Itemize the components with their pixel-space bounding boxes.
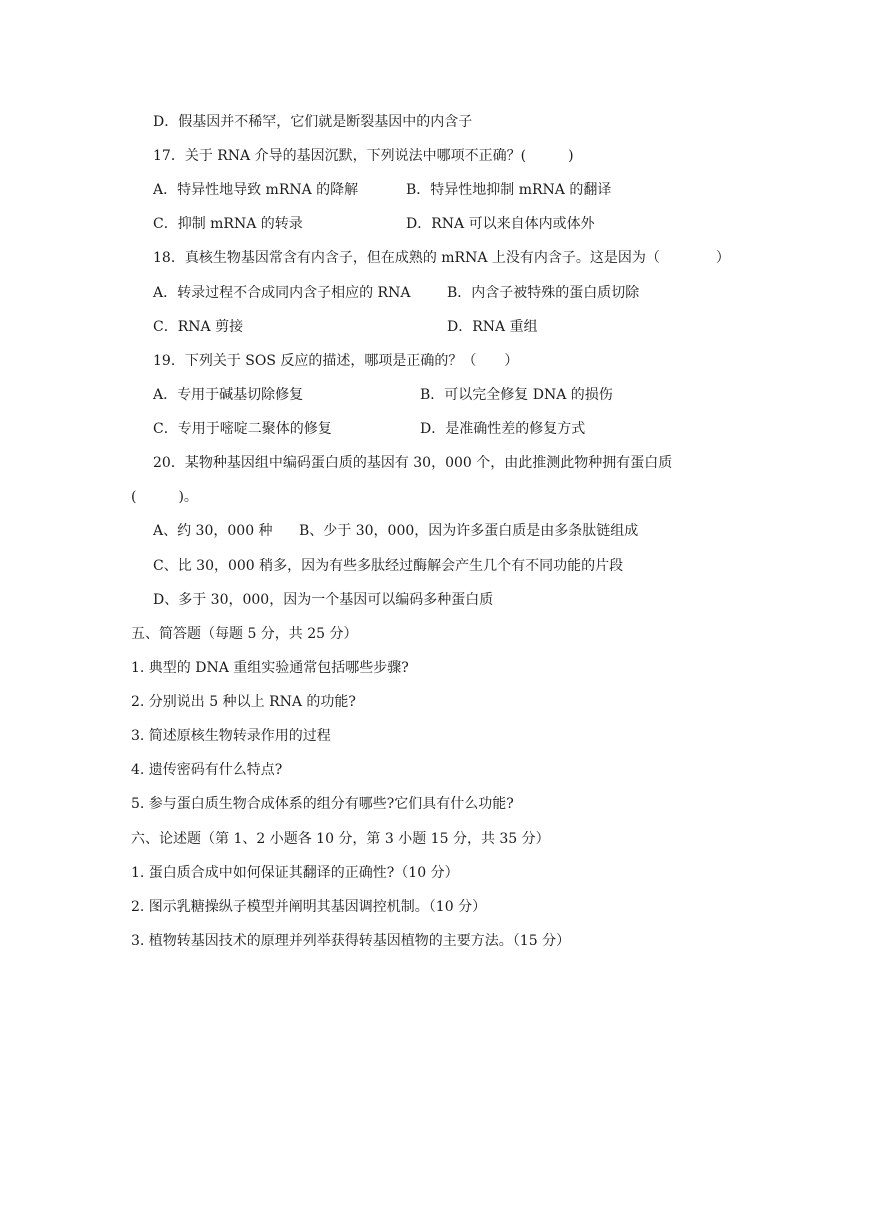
section6-item-2: 2. 图示乳糖操纵子模型并阐明其基因调控机制。（10 分） xyxy=(131,899,487,915)
q17-stem: 17．关于 RNA 介导的基因沉默，下列说法中哪项不正确？( ) xyxy=(153,148,574,164)
q18-option-a: A．转录过程不合成同内含子相应的 RNA xyxy=(153,285,411,301)
q20-option-a: A、约 30，000 种 xyxy=(153,523,273,539)
q20-option-d: D、多于 30，000，因为一个基因可以编码多种蛋白质 xyxy=(153,592,494,608)
section5-item-3: 3. 简述原核生物转录作用的过程 xyxy=(131,728,331,744)
section5-item-2: 2. 分别说出 5 种以上 RNA 的功能? xyxy=(131,694,356,710)
section5-item-1: 1. 典型的 DNA 重组实验通常包括哪些步骤? xyxy=(131,660,409,676)
section5-item-5: 5. 参与蛋白质生物合成体系的组分有哪些?它们具有什么功能? xyxy=(131,796,514,812)
q19-stem: 19．下列关于 SOS 反应的描述，哪项是正确的？（ ） xyxy=(153,353,519,369)
section5-title: 五、简答题（每题 5 分，共 25 分） xyxy=(131,626,358,642)
q18-stem: 18．真核生物基因常含有内含子，但在成熟的 mRNA 上没有内含子。这是因为（ ） xyxy=(153,250,730,266)
q18-option-d: D．RNA 重组 xyxy=(447,319,538,335)
q17-option-b: B．特异性地抑制 mRNA 的翻译 xyxy=(406,182,612,198)
q19-option-a: A．专用于碱基切除修复 xyxy=(153,387,304,403)
q18-option-c: C．RNA 剪接 xyxy=(153,319,244,335)
q17-option-c: C．抑制 mRNA 的转录 xyxy=(153,216,303,232)
section6-item-1: 1. 蛋白质合成中如何保证其翻译的正确性?（10 分） xyxy=(131,865,459,881)
q18-option-b: B．内含子被特殊的蛋白质切除 xyxy=(447,285,640,301)
q20-stem-line1: 20．某物种基因组中编码蛋白质的基因有 30，000 个，由此推测此物种拥有蛋白质 xyxy=(153,455,673,471)
q20-option-b: B、少于 30，000，因为许多蛋白质是由多条肽链组成 xyxy=(299,523,639,539)
q17-option-a: A．特异性地导致 mRNA 的降解 xyxy=(153,182,359,198)
q19-option-c: C．专用于嘧啶二聚体的修复 xyxy=(153,421,332,437)
q19-option-b: B．可以完全修复 DNA 的损伤 xyxy=(420,387,613,403)
section5-item-4: 4. 遗传密码有什么特点? xyxy=(131,762,283,778)
section6-title: 六、论述题（第 1、2 小题各 10 分，第 3 小题 15 分，共 35 分） xyxy=(131,831,550,847)
section6-item-3: 3. 植物转基因技术的原理并列举获得转基因植物的主要方法。（15 分） xyxy=(131,933,571,949)
q17-option-d: D．RNA 可以来自体内或体外 xyxy=(406,216,595,232)
q16-option-d: D．假基因并不稀罕，它们就是断裂基因中的内含子 xyxy=(153,114,473,130)
q19-option-d: D．是准确性差的修复方式 xyxy=(420,421,586,437)
q20-option-c: C、比 30，000 稍多，因为有些多肽经过酶解会产生几个有不同功能的片段 xyxy=(153,558,624,574)
q20-stem-line2: ( )。 xyxy=(131,489,198,505)
